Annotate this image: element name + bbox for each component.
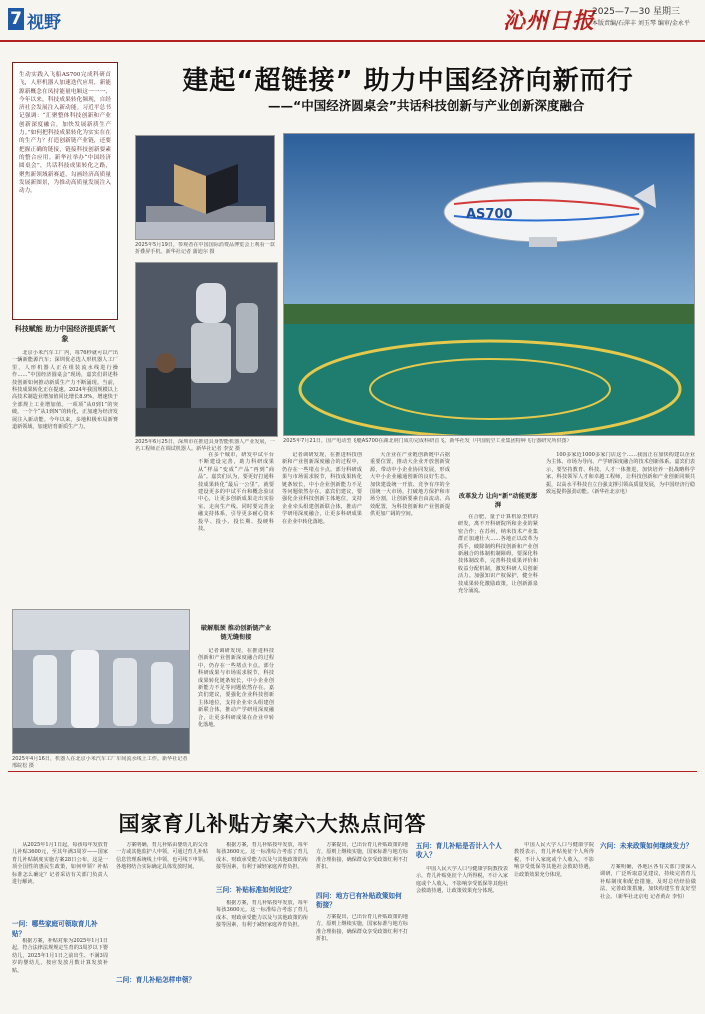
column-3-text: 记者调研发现，在推进科技创新和产业创新深度融合的过程中，仍存在一些堵点卡点。部分科研成果与市场需求脱节，科技成果转化链条较长，中小企业创新能力不足等问题依然存在。嘉宾们建议，要强化企业科技创新主体地位，支持企业牵头组建创新联合体，推动产学研用深度融合，让更多科研成果在企业中转化落地。 bbox=[282, 452, 362, 525]
story2-col5-text: 中国人民大学人口与健康学院教授表示，育儿补贴免征个人所得税，不计入家庭或个人收入，不影响享受低保等其他社会救助待遇，让政策效果充分体现。 bbox=[416, 866, 508, 895]
factory-illustration bbox=[13, 610, 190, 754]
photo-caption-3: 2025年7月21日，国产电动型飞艇AS700在湖北荆门成功完成科研首飞。新华社发（中国航空工业集团特种飞行器研究所供图） bbox=[283, 438, 572, 444]
question-3: 三问：补贴标准如何设定？ bbox=[216, 886, 296, 894]
section-number: 7 bbox=[8, 8, 24, 30]
story2-col6-text: 方案明确，各地区各有关部门要深入调研，广泛听取意见建议，持续完善育儿补贴制度和配套措施，及时总结经验做法，完善政策措施，加快构建生育友好型社会。（新华社北京电 记者黄垚 李恒） bbox=[600, 864, 696, 900]
column-6-text: 100多家近1000多家门店这个……我国正在加快构建以企业为主体、市场为导向、产学研深度融合的技术创新体系。嘉宾们表示，要坚持教育、科技、人才一体推进，加快培养一批战略科学家、科技领军人才和卓越工程师，让科技创新和产业创新同频共振，以高水平科技自立自强支撑引领高质量发展，为中国经济行稳致远提供强劲动能。（新华社北京电） bbox=[546, 452, 695, 496]
story2-col1-text: 从2025年1月1日起，每孩每年发放育儿补贴3600元，至其年满3周岁——国家育儿补贴制度实施方案28日公布，这是一项全国性的惠民生政策，如何申领？补贴标准怎么确定？记者采访有关部门负责人进行解读。 bbox=[12, 842, 108, 886]
robots-illustration bbox=[136, 263, 278, 437]
story2-col1b-text: 根据方案，补贴对象为2025年1月1日起，符合法律法规规定生育的3周岁以下婴幼儿，2025年1月1日之前出生、不满3周岁的婴幼儿，按应发放月数计算发放补贴。 bbox=[12, 938, 108, 974]
question-1: 一问：哪些家庭可领取育儿补贴？ bbox=[12, 920, 98, 938]
column-2b-text: 记者调研发现，在推进科技创新和产业创新深度融合的过程中，仍存在一些堵点卡点。部分科研成果与市场需求脱节，科技成果转化链条较长，中小企业创新能力不足等问题依然存在。嘉宾们建议，要强化企业科技创新主体地位，支持企业牵头组建创新联合体，推动产学研用深度融合，让更多科研成果在企业中转化落地。 bbox=[198, 648, 274, 729]
airship-scene bbox=[284, 134, 695, 436]
column-1-title: 科技赋能 助力中国经济提质新气象 bbox=[14, 325, 116, 343]
question-6: 六问：未来政策如何继续发力？ bbox=[600, 842, 693, 850]
column-4-text: 大企业在产业链创新链中占据重要位置，推动大企业开放创新资源，带动中小企业协同发展，形成大中小企业融通创新的良好生态。加快建设统一开放、竞争有序的全国统一大市场，打破地方保护和市场分割，让创新要素自由流动、高效配置，为科技创新和产业创新提供更加广阔的空间。 bbox=[370, 452, 450, 518]
column-2-subtitle: 破解瓶颈 推动创新链产业链无缝衔接 bbox=[200, 625, 272, 641]
story2-col3b-text: 根据方案，育儿补贴按年发放，每年每孩3600元。这一标准综合考虑了育儿成本、财政承受能力以及与其他政策的衔接等因素，有利于减轻家庭养育负担。 bbox=[216, 900, 308, 929]
column-5-subtitle: 改革发力 让向“新”动能更澎湃 bbox=[458, 493, 538, 509]
masthead bbox=[0, 0, 705, 42]
photo-robots-lab bbox=[135, 262, 278, 437]
photo-caption-1: 2025年5月19日，参观者在中国国际消费品博览会上观看一款折叠屏手机。新华社记者 蒲迪尔 摄 bbox=[135, 242, 275, 255]
issue-date: 2025—7—30 星期三 bbox=[592, 7, 680, 17]
column-2-text: 在多个城市，研发中试平台不断建设完善，助力科研成果从“样品”变成“产品”再到“商品”。嘉宾们认为，要更好打通科技成果转化“最后一公里”，就要建设更多的中试平台和概念验证中心，让更多创新成果走出实验室、走向生产线。同时要完善金融支持体系，引导更多耐心资本投早、投小、投长期、投硬科技。 bbox=[198, 452, 274, 533]
photo-caption-2: 2025年6月25日，深圳市在推进具身智能机器人产业发展，一名工程师正在调试机器人。新华社记者 李安 摄 bbox=[135, 439, 275, 452]
photo-factory-robots bbox=[12, 609, 190, 754]
story2-col5b-text: 中国人民大学人口与健康学院教授表示，育儿补贴免征个人所得税，不计入家庭或个人收入，不影响享受低保等其他社会救助待遇，让政策效果充分体现。 bbox=[514, 842, 594, 878]
story2-col2-text: 方案明确，育儿补贴由婴幼儿的父母一方或其他监护人申领，可通过育儿补贴信息管理系统线上申领，也可线下申领。各地将结合实际确定具体发放时间。 bbox=[116, 842, 208, 871]
column-5-text: 在合肥，量子计算机原型机的研发，离不开科研院所和企业的紧密合作；在苏州，纳米技术产业集群正加速壮大……各地正以改革为抓手，破除制约科技创新和产业创新融合的体制机制障碍。要深化科技体制改革，完善科技成果评价和收益分配机制，激发科研人员创新活力。加强知识产权保护，健全科技成果转化激励政策，让创新源泉充分涌流。 bbox=[458, 514, 538, 595]
question-5: 五问：育儿补贴是否计入个人收入？ bbox=[416, 842, 502, 859]
story2-col4b-text: 方案提出，已出台育儿补贴政策的地方，原则上继续实施，国家标准与地方标准合理衔接，确保群众享受政策红利不打折扣。 bbox=[316, 914, 408, 943]
issue-meta bbox=[592, 6, 690, 30]
column-1-text: 北京小米汽车工厂内，每76秒就可以产出一辆新能源汽车；深圳优必选人形机器人工厂里，人形机器人正在组装流水线进行操作……“中国经济圆桌会”现场，嘉宾们讲述科技创新如何推动新质生产力不断涌现。当前，科技成果转化正在提速。2024年我国规模以上高技术制造业增加值同比增长8.9%，增速快于全部规上工业增加值。一项项“从0到1”的突破，一个个“从1到N”的转化，正加速为经济发展注入新动能。今年以来，多地积极布局新赛道新领域，加速培育新质生产力。 bbox=[12, 350, 118, 431]
photo-caption-4: 2025年4月16日，机器人在北京小米汽车工厂车间流水线上工作。新华社记者 邢皖松 摄 bbox=[12, 756, 188, 769]
second-headline: 国家育儿补贴方案六大热点问答 bbox=[118, 812, 427, 836]
main-subheadline: ——“中国经济圆桌会”共话科技创新与产业创新深度融合 bbox=[268, 98, 585, 113]
story2-col3-text: 根据方案，育儿补贴按年发放，每年每孩3600元。这一标准综合考虑了育儿成本、财政承受能力以及与其他政策的衔接等因素，有利于减轻家庭养育负担。 bbox=[216, 842, 308, 871]
question-2: 二问：育儿补贴怎样申领？ bbox=[116, 976, 196, 984]
paper-logo: 沁州日报 bbox=[503, 8, 596, 34]
foldable-phone-illustration bbox=[136, 136, 275, 240]
intro-text: 生动实践入飞船AS700完成科研首飞，人形机器人加速迭代应用，新能源新概念在凤持能量电厢这一一一，今年以来，科技成果转化频现，自经济社会发展注入新动能。习近平总书记强调：“汇聚整体科技创新和产业创新深度融合，加快发展新质生产力。”如何把科技成果转化为实实在在的生产力？打造创新链产业链，还要把握正确的链接，链接科技创新要素的整合应用。新华社举办“中国经济圆桌会”，共话科技成果转化之路，聚焦新领域新赛道，勾画经济高质量发展新图景，为推动高质量发展注入动力。 bbox=[19, 72, 111, 195]
editor-credits: 本版责编/石萍丰 刘玉琴 编审/金永平 bbox=[592, 20, 690, 27]
story2-col4-text: 方案提出，已出台育儿补贴政策的地方，原则上继续实施，国家标准与地方标准合理衔接，确保群众享受政策红利不打折扣。 bbox=[316, 842, 408, 871]
section-name: 视野 bbox=[27, 13, 61, 33]
photo-foldable-phone bbox=[135, 135, 275, 240]
question-4: 四问：地方已有补贴政策如何衔接？ bbox=[316, 892, 402, 909]
airship-label: AS700 bbox=[466, 207, 513, 222]
intro-box bbox=[12, 62, 118, 320]
photo-airship bbox=[283, 133, 695, 436]
main-headline: 建起“超链接” 助力中国经济向新而行 bbox=[182, 66, 634, 96]
story-divider bbox=[8, 771, 697, 772]
